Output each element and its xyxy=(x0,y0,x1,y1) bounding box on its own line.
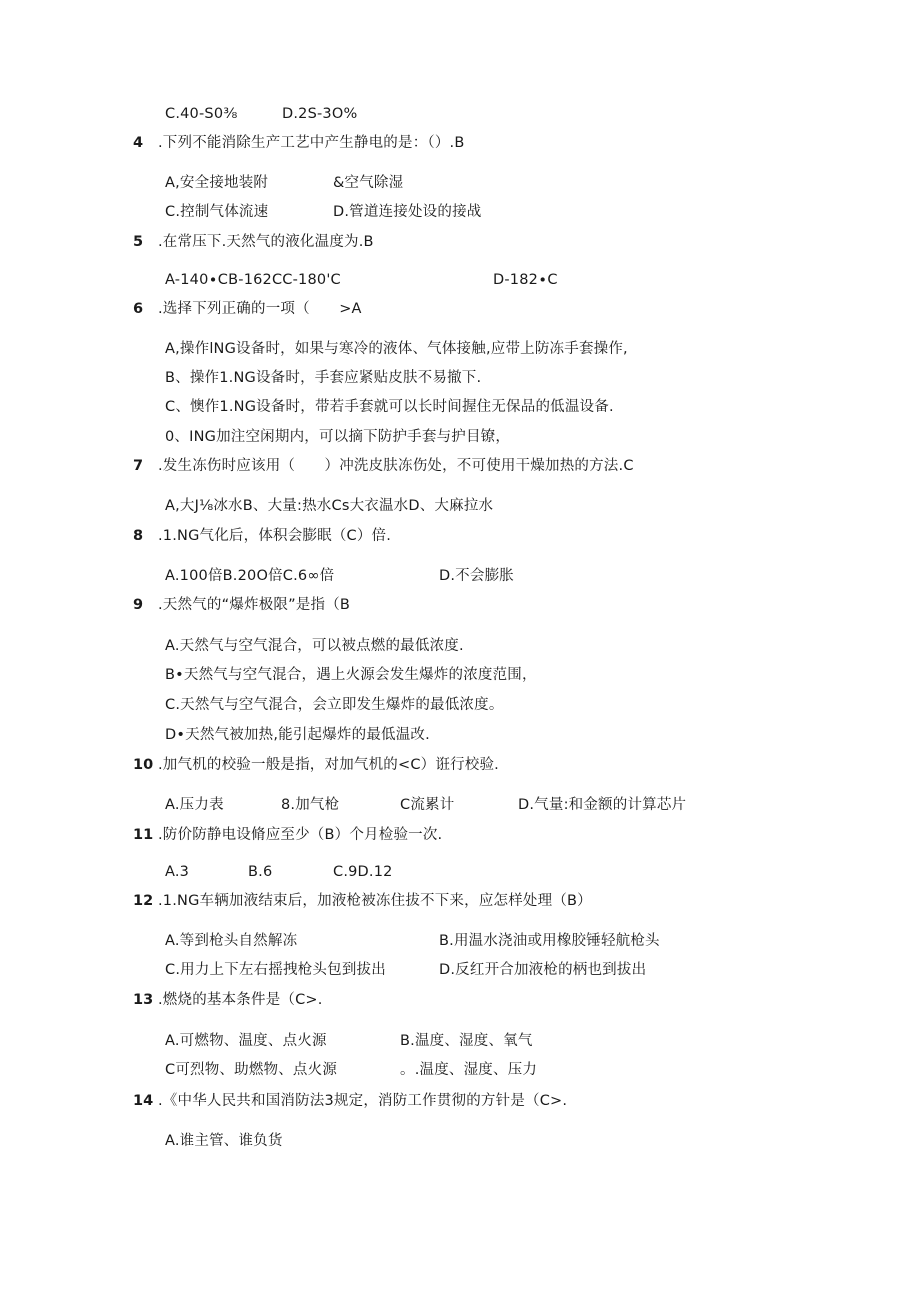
question-number: 8 xyxy=(133,528,144,544)
answer-option: A.3 xyxy=(165,864,190,880)
answer-option: 。.温度、湿度、压力 xyxy=(400,1062,538,1078)
question-text: .燃烧的基本条件是（C>. xyxy=(158,992,323,1008)
answer-option: A,安全接地装附 xyxy=(165,175,269,191)
question-number: 10 xyxy=(133,757,154,773)
answer-option: A.100倍B.20O倍C.6∞倍 xyxy=(165,568,335,584)
question-text: .下列不能消除生产工艺中产生静电的是：（）.B xyxy=(158,135,465,151)
question-text: .1.NG气化后，体积会膨眠（C）倍. xyxy=(158,528,392,544)
answer-option: C可烈物、助燃物、点火源 xyxy=(165,1062,338,1078)
answer-option: A.可燃物、温度、点火源 xyxy=(165,1033,327,1049)
question-text: .天然气的“爆炸极限”是指（B xyxy=(158,597,351,613)
question-number: 4 xyxy=(133,135,144,151)
question-number: 7 xyxy=(133,458,144,474)
answer-option: C流累计 xyxy=(400,797,455,813)
answer-option: D.2S-3O% xyxy=(282,106,358,122)
question-text: .1.NG车辆加液结束后，加液枪被冻住拔不下来，应怎样处理（B） xyxy=(158,893,592,909)
answer-option: 8.加气枪 xyxy=(281,797,340,813)
question-text: .《中华人民共和国消防法3规定，消防工作贯彻的方针是（C>. xyxy=(158,1093,568,1109)
answer-option: D-182∙C xyxy=(493,272,558,288)
answer-option: C.9D.12 xyxy=(333,864,393,880)
answer-option: A.压力表 xyxy=(165,797,224,813)
answer-option: 0、ING加注空闲期内，可以摘下防护手套与护目镣， xyxy=(165,429,511,445)
answer-option: A.谁主管、谁负货 xyxy=(165,1133,283,1149)
answer-option: A,大J⅛冰水B、大量:热水Cs大衣温水D、大麻拉水 xyxy=(165,498,494,514)
question-number: 14 xyxy=(133,1093,154,1109)
question-text: .选择下列正确的一项（ >A xyxy=(158,301,362,317)
answer-option: B•天然气与空气混合，遇上火源会发生爆炸的浓度范围， xyxy=(165,667,537,683)
answer-option: B.6 xyxy=(248,864,273,880)
answer-option: D.不会膨胀 xyxy=(439,568,514,584)
question-number: 11 xyxy=(133,827,154,843)
answer-option: C.天然气与空气混合，会立即发生爆炸的最低浓度。 xyxy=(165,697,504,713)
question-text: .防价防静电设脩应至少（B）个月检验一次. xyxy=(158,827,443,843)
answer-option: A-140∙CB-162CC-180'C xyxy=(165,272,341,288)
answer-option: B.用温水浇油或用橡胶锤轻航枪头 xyxy=(439,933,660,949)
question-text: .在常压下.天然气的液化温度为.B xyxy=(158,234,374,250)
question-number: 13 xyxy=(133,992,154,1008)
question-number: 5 xyxy=(133,234,144,250)
question-number: 6 xyxy=(133,301,144,317)
answer-option: A.等到枪头自然解冻 xyxy=(165,933,298,949)
question-number: 9 xyxy=(133,597,144,613)
answer-option: B、操作1.NG设备时，手套应紧贴皮肤不易撤下. xyxy=(165,370,482,386)
answer-option: C.40-S0⅜ xyxy=(165,106,238,122)
question-text: .加气机的校验一般是指，对加气机的<C）诳行校验. xyxy=(158,757,499,773)
question-number: 12 xyxy=(133,893,154,909)
answer-option: D.气量:和金额的计算芯片 xyxy=(518,797,687,813)
answer-option: D.反红开合加液枪的柄也到拔出 xyxy=(439,962,647,978)
answer-option: D.管道连接处设的接战 xyxy=(333,204,482,220)
answer-option: &空气除湿 xyxy=(333,175,404,191)
answer-option: C.控制气体流速 xyxy=(165,204,269,220)
answer-option: C、懊作1.NG设备时，带若手套就可以长时间握住无保品的低温设备. xyxy=(165,399,614,415)
answer-option: C.用力上下左右摇拽枪头包到拔出 xyxy=(165,962,386,978)
answer-option: A.天然气与空气混合，可以被点燃的最低浓度. xyxy=(165,638,464,654)
answer-option: D•天然气被加热,能引起爆炸的最低温改. xyxy=(165,727,430,743)
question-text: .发生冻伤时应该用（ ）冲洗皮肤冻伤处，不可使用干燥加热的方法.C xyxy=(158,458,634,474)
answer-option: B.温度、湿度、氧气 xyxy=(400,1033,533,1049)
answer-option: A,操作lNG设备时，如果与寒冷的液体、气体接触,应带上防冻手套操作, xyxy=(165,341,628,357)
